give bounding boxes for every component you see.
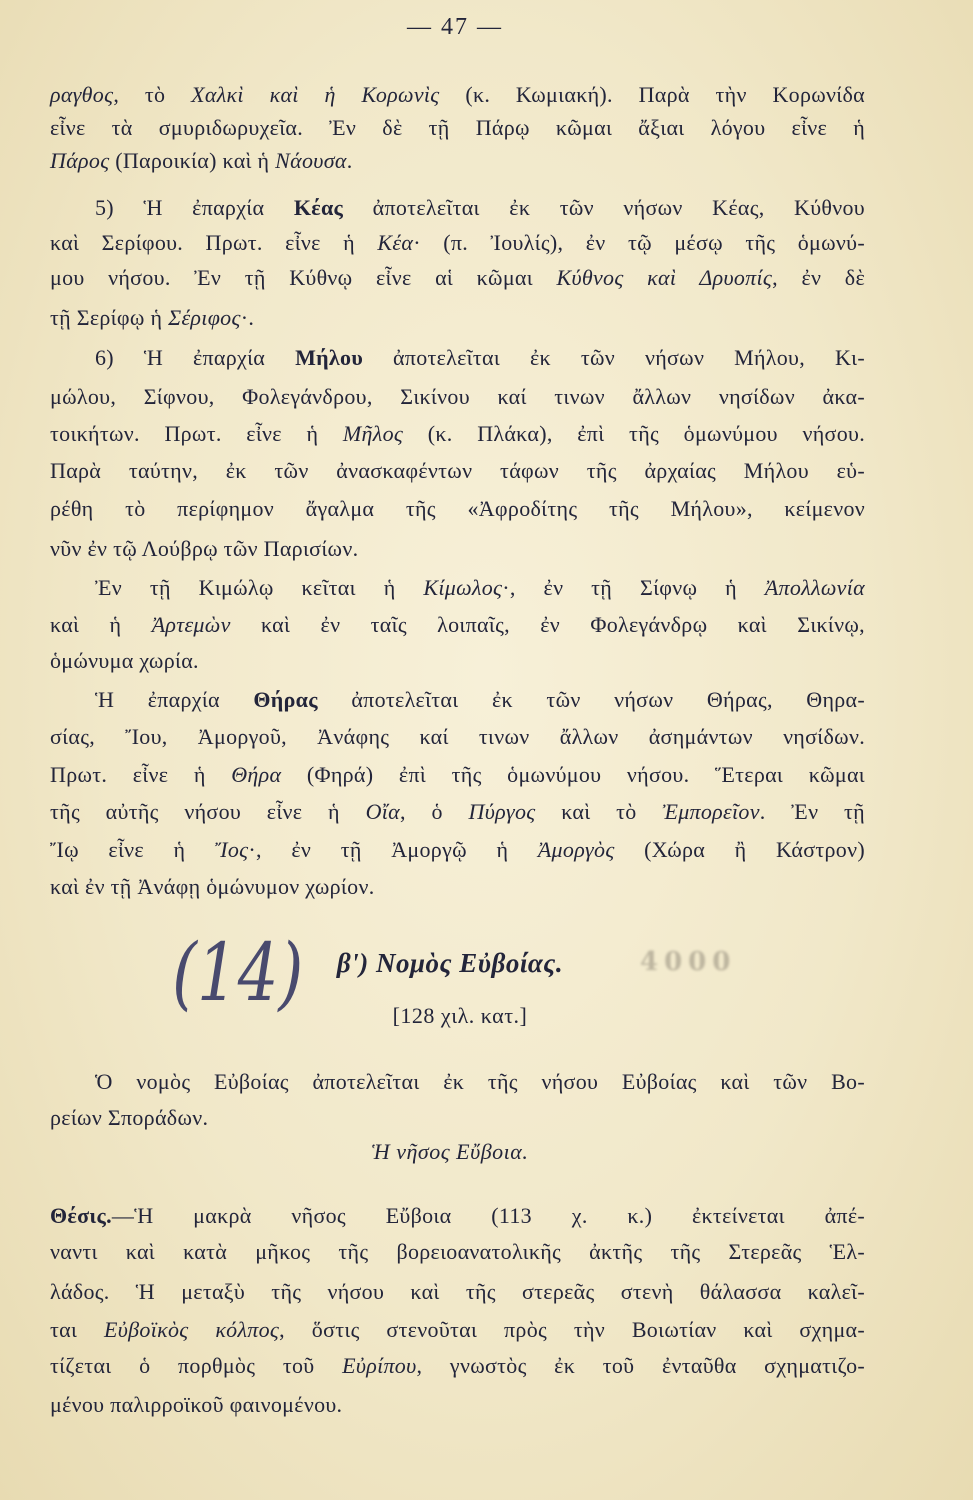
text-run: —Ἡ μακρὰ νῆσος Εὔβοια (113 χ. κ.) ἐκτείνεται ἀπέ- xyxy=(111,1203,865,1228)
text-run: Θήρα xyxy=(231,762,282,787)
text-run: ραγθος xyxy=(50,82,114,107)
text-line xyxy=(50,1351,865,1381)
text-run: ·, ἐν τῇ Ἀμοργῷ ἡ xyxy=(248,837,538,862)
text-run: ·, ἐν τῇ Σίφνῳ ἡ xyxy=(502,575,765,600)
text-run: , γνωστὸς ἐκ τοῦ ἐνταῦθα σχηματιζο- xyxy=(416,1353,865,1378)
text-run: εἶνε τὰ σμυριδωρυχεῖα. Ἐν δὲ τῇ Πάρῳ κῶμαι ἄξιαι λόγου εἶνε ἡ xyxy=(50,115,865,140)
text-run: Θήρας xyxy=(253,687,318,712)
text-run: Ἡ ἐπαρχία xyxy=(95,687,254,712)
text-run: μου νήσου. Ἐν τῇ Κύθνῳ εἶνε αἱ κῶμαι xyxy=(50,265,557,290)
text-run: 6) Ἡ ἐπαρχία xyxy=(95,345,296,370)
faded-stamp: 4000 xyxy=(640,947,737,977)
text-line xyxy=(95,685,865,715)
text-run: (κ. Πλάκα), ἐπὶ τῆς ὁμωνύμου νήσου. xyxy=(403,421,865,446)
text-line xyxy=(50,610,865,640)
text-run: ·. xyxy=(240,305,255,330)
text-line xyxy=(50,382,865,412)
text-run: λάδος. Ἡ μεταξὺ τῆς νήσου καὶ τῆς στερεᾶς στενὴ θάλασσα καλεῖ- xyxy=(50,1279,865,1304)
text-line xyxy=(50,228,865,258)
text-run: Οἴα xyxy=(365,799,401,824)
text-line xyxy=(95,1067,865,1097)
text-line xyxy=(50,1390,865,1420)
text-line xyxy=(50,494,865,524)
text-run: ρείων Σποράδων. xyxy=(50,1105,209,1130)
text-run: . xyxy=(346,148,353,173)
text-line xyxy=(50,1201,865,1231)
text-run: . Ἐν τῇ xyxy=(759,799,865,824)
text-line xyxy=(50,760,865,790)
text-run: Εὐρίπου xyxy=(342,1353,417,1378)
text-line xyxy=(50,797,865,827)
text-line xyxy=(50,646,865,676)
text-run: , ὁ xyxy=(400,799,469,824)
text-run: Κύθνος καὶ Δρυοπίς xyxy=(556,265,773,290)
text-line xyxy=(50,872,865,902)
text-line xyxy=(95,343,865,373)
text-run: νῦν ἐν τῷ Λούβρῳ τῶν Παρισίων. xyxy=(50,536,359,561)
text-run: τίζεται ὁ πορθμὸς τοῦ xyxy=(50,1353,343,1378)
text-line xyxy=(50,146,865,176)
text-run: τῇ Σερίφῳ ἡ xyxy=(50,305,169,330)
text-line xyxy=(50,1103,865,1133)
text-run: Πύργος xyxy=(468,799,536,824)
text-run: τῆς αὐτῆς νήσου εἶνε ἡ xyxy=(50,799,366,824)
text-run: ρέθη τὸ περίφημον ἄγαλμα τῆς «Ἀφροδίτης τῆς Μήλου», κείμενον xyxy=(50,496,865,521)
page-number: — 47 — xyxy=(407,14,503,40)
text-run: Νάουσα xyxy=(275,148,347,173)
text-run: (κ. Κωμιακή). Παρὰ τὴν Κορωνίδα xyxy=(439,82,865,107)
text-run: καὶ ἐν τῇ Ἀνάφῃ ὁμώνυμον χωρίον. xyxy=(50,874,375,899)
text-run: Ἀρτεμὼν xyxy=(151,612,231,637)
text-run: ἀποτελεῖται ἐκ τῶν νήσων Μήλου, Κι- xyxy=(363,345,865,370)
text-run: (Χώρα ἢ Κάστρον) xyxy=(614,837,865,862)
text-run: καὶ ἐν ταῖς λοιπαῖς, ἐν Φολεγάνδρῳ καὶ Σικίνῳ, xyxy=(230,612,865,637)
text-run: ται xyxy=(50,1317,105,1342)
text-run: Ἐμπορεῖον xyxy=(662,799,760,824)
text-run: Ἀπολλωνία xyxy=(764,575,865,600)
text-run: Ἴος xyxy=(214,837,249,862)
text-run: καὶ ἡ xyxy=(50,612,152,637)
text-run: (Παροικία) καὶ ἡ xyxy=(109,148,276,173)
text-run: , ἐν δὲ xyxy=(772,265,865,290)
text-run: καὶ τὸ xyxy=(535,799,663,824)
text-run: Κέας xyxy=(293,195,344,220)
text-line xyxy=(50,113,865,143)
text-run: τοικήτων. Πρωτ. εἶνε ἡ xyxy=(50,421,343,446)
text-line xyxy=(50,263,865,293)
text-line xyxy=(95,193,865,223)
text-line xyxy=(50,80,865,110)
text-run: μώλου, Σίφνου, Φολεγάνδρου, Σικίνου καί τινων ἄλλων νησίδων ἀκα- xyxy=(50,384,865,409)
text-run: Πάρος xyxy=(50,148,110,173)
section-area: [128 χιλ. κατ.] xyxy=(392,1003,528,1028)
text-run: Μήλου xyxy=(295,345,364,370)
text-run: Ὁ νομὸς Εὐβοίας ἀποτελεῖται ἐκ τῆς νήσου Εὐβοίας καὶ τῶν Βο- xyxy=(95,1069,865,1094)
text-run: · (π. Ἰουλίς), ἐν τῷ μέσῳ τῆς ὁμωνύ- xyxy=(413,230,865,255)
text-run: Θέσις. xyxy=(50,1203,112,1228)
text-line xyxy=(95,573,865,603)
text-run: σίας, Ἴου, Ἀμοργοῦ, Ἀνάφης καί τινων ἄλλων ἀσημάντων νησίδων. xyxy=(50,724,865,749)
text-run: ὁμώνυμα χωρία. xyxy=(50,648,199,673)
text-run: ἀποτελεῖται ἐκ τῶν νήσων Θήρας, Θηρα- xyxy=(317,687,865,712)
text-run: Μῆλος xyxy=(342,421,404,446)
text-run: Παρὰ ταύτην, ἐκ τῶν ἀνασκαφέντων τάφων τῆς ἀρχαίας Μήλου εὑ- xyxy=(50,458,865,483)
text-run: ναντι καὶ κατὰ μῆκος τῆς βορειοανατολικῆς ἀκτῆς τῆς Στερεᾶς Ἑλ- xyxy=(50,1239,865,1264)
text-run: Ἐν τῇ Κιμώλῳ κεῖται ἡ xyxy=(95,575,424,600)
subheading: Ἡ νῆσος Εὔβοια. xyxy=(371,1139,529,1164)
text-line xyxy=(50,534,865,564)
text-run: Σέριφος xyxy=(168,305,241,330)
text-run: Κέα xyxy=(377,230,414,255)
text-run: Ἴῳ εἶνε ἡ xyxy=(50,837,215,862)
text-run: (Φηρά) ἐπὶ τῆς ὁμωνύμου νήσου. Ἕτεραι κῶμαι xyxy=(281,762,866,787)
handwritten-margin-note: (14) xyxy=(172,926,304,1019)
text-run: , ὅστις στενοῦται πρὸς τὴν Βοιωτίαν καὶ σχημα- xyxy=(279,1317,865,1342)
text-run: Εὐβοϊκὸς κόλπος xyxy=(104,1317,280,1342)
text-line xyxy=(50,1277,865,1307)
text-line xyxy=(50,303,865,333)
text-run: καὶ Σερίφου. Πρωτ. εἶνε ἡ xyxy=(50,230,378,255)
text-line xyxy=(50,456,865,486)
text-run: μένου παλιρροϊκοῦ φαινομένου. xyxy=(50,1392,343,1417)
text-run: Πρωτ. εἶνε ἡ xyxy=(50,762,232,787)
text-line xyxy=(50,722,865,752)
text-run: Κίμωλος xyxy=(423,575,503,600)
text-run: Ἀμοργὸς xyxy=(537,837,615,862)
text-run: Χαλκὶ καὶ ἡ Κορωνὶς xyxy=(191,82,440,107)
text-run: , τὸ xyxy=(113,82,192,107)
text-line xyxy=(50,419,865,449)
text-line xyxy=(50,1237,865,1267)
section-heading: β') Νομὸς Εὐβοίας. xyxy=(336,948,564,978)
text-line xyxy=(50,835,865,865)
text-run: ἀποτελεῖται ἐκ τῶν νήσων Κέας, Κύθνου xyxy=(343,195,865,220)
text-line xyxy=(50,1315,865,1345)
text-run: 5) Ἡ ἐπαρχία xyxy=(95,195,294,220)
